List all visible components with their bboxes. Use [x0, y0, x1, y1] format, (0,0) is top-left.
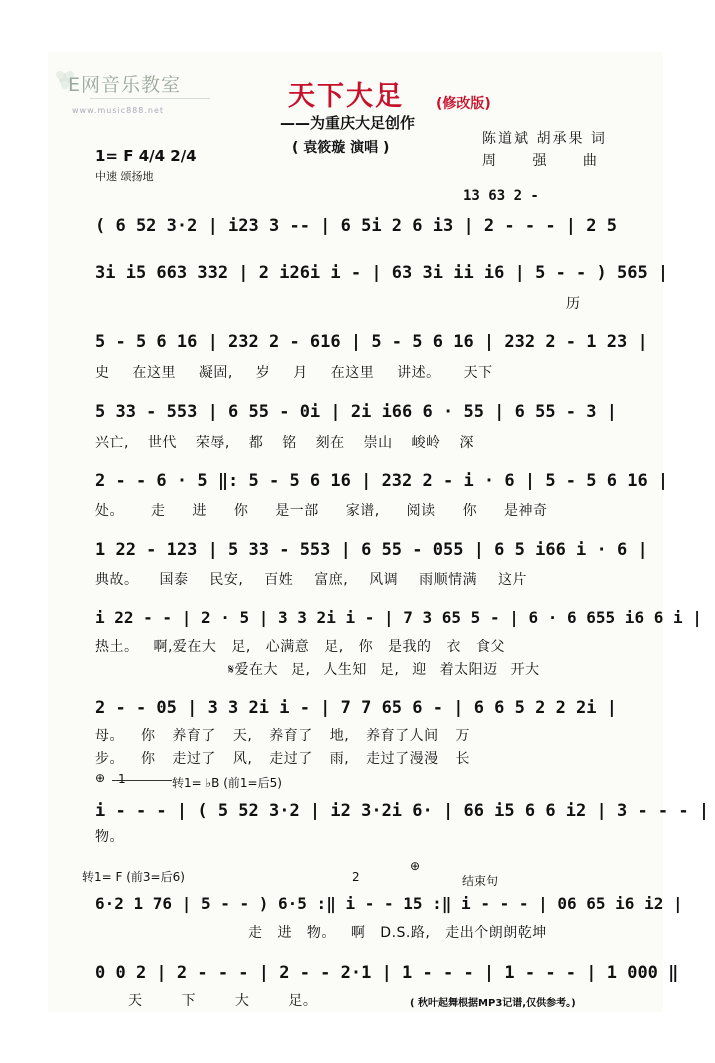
- notation-line-8: 2 - - 05 | 3 3 2i i - | 7 7 65 6 - | 6 6 5 2 2 2i |: [95, 698, 617, 718]
- notation-line-2: 3i i5 663 332 | 2 i26i i - | 63 3i ii i6 | 5 - - ) 565 |: [95, 263, 669, 283]
- coda-sign-icon: ⊕: [95, 771, 106, 785]
- lyricist-credit: 陈道斌 胡承果 词: [482, 131, 607, 147]
- notation-line-10: 6·2 1 76 | 5 - - ) 6·5 :‖ i - - 15 :‖ i - - - | 06 65 i6 i2 |: [95, 894, 683, 913]
- coda-label: 结束句: [462, 874, 499, 888]
- notation-line-11: 0 0 2 | 2 - - - | 2 - - 2·1 | 1 - - - | 1 - - - | 1 000 ‖: [95, 963, 679, 983]
- key-signature: 1= F 4/4 2/4: [95, 147, 197, 165]
- notation-line-5: 2 - - 6 · 5 ‖: 5 - 5 6 16 | 232 2 - i · 6 | 5 - 5 6 16 |: [95, 471, 669, 491]
- lyric-line-10: 走 进 物。 啊 D.S.路, 走出个朗朗乾坤: [248, 925, 547, 941]
- lyric-line-2: 历: [566, 296, 581, 312]
- volta-2: 2: [352, 870, 360, 884]
- lyric-line-7: 热土。 啊,爱在大 足, 心满意 足, 你 是我的 衣 食父: [95, 639, 505, 655]
- title-tag: (修改版): [436, 96, 491, 112]
- modulation-2: 转1= F (前3=后6): [82, 870, 185, 884]
- coda-sign-2-icon: ⊕: [410, 859, 421, 873]
- notation-line-7: i 22 - - | 2 · 5 | 3 3 2i i - | 7 3 65 5 - | 6 · 6 655 i6 6 i |: [95, 608, 702, 627]
- notation-line-4: 5 33 - 553 | 6 55 - 0i | 2i i66 6 · 55 | 6 55 - 3 |: [95, 402, 617, 422]
- lyric-line-9: 物。: [95, 829, 124, 845]
- notation-line-1: ( 6 52 3·2 | i23 3 -- | 6 5i 2 6 i3 | 2 - - - | 2 5: [95, 216, 617, 236]
- lyric-line-4: 兴亡, 世代 荣辱, 都 铭 刻在 崇山 峻岭 深: [95, 435, 475, 451]
- lyric-line-7b: 𝄋爱在大 足, 人生知 足, 迎 着太阳迈 开大: [228, 662, 540, 678]
- lyric-line-11: 天 下 大 足。: [128, 993, 318, 1009]
- lyric-line-5: 处。 走 进 你 是一部 家谱, 阅读 你 是神奇: [95, 503, 548, 519]
- song-title: 天下大足: [288, 81, 404, 112]
- volta-1: 1: [118, 772, 126, 786]
- notation-line-3: 5 - 5 6 16 | 232 2 - 616 | 5 - 5 6 16 | 232 2 - 1 23 |: [95, 332, 648, 352]
- modulation-1: 转1= ♭B (前1=后5): [172, 776, 282, 790]
- footnote: ( 秋叶起舞根据MP3记谱,仅供参考。): [410, 998, 576, 1009]
- lyric-line-6: 典故。 国泰 民安, 百姓 富庶, 风调 雨顺情满 这片: [95, 572, 528, 588]
- notation-line-6: 1 22 - 123 | 5 33 - 553 | 6 55 - 055 | 6 5 i66 i · 6 |: [95, 540, 648, 560]
- lyric-line-3: 史 在这里 凝固, 岁 月 在这里 讲述。 天下: [95, 365, 493, 381]
- subtitle: ——为重庆大足创作: [280, 114, 416, 132]
- lyric-line-8b: 步。 你 走过了 风, 走过了 雨, 走过了漫漫 长: [95, 751, 471, 767]
- lyric-line-8: 母。 你 养育了 天, 养育了 地, 养育了人间 万: [95, 728, 471, 744]
- singer: ( 袁筱璇 演唱 ): [292, 140, 390, 156]
- tempo-marking: 中速 颂扬地: [95, 170, 154, 183]
- watermark-brand: E网音乐教室: [68, 74, 182, 96]
- watermark-url: www.music888.net: [72, 106, 165, 115]
- notation-line-9: i - - - | ( 5 52 3·2 | i2 3·2i 6· | 66 i5 6 6 i2 | 3 - - - |: [95, 801, 710, 821]
- top-phrase: 13 63 2 -: [463, 188, 539, 204]
- watermark-divider: [90, 98, 210, 99]
- composer-credit: 周 强 曲: [482, 153, 599, 169]
